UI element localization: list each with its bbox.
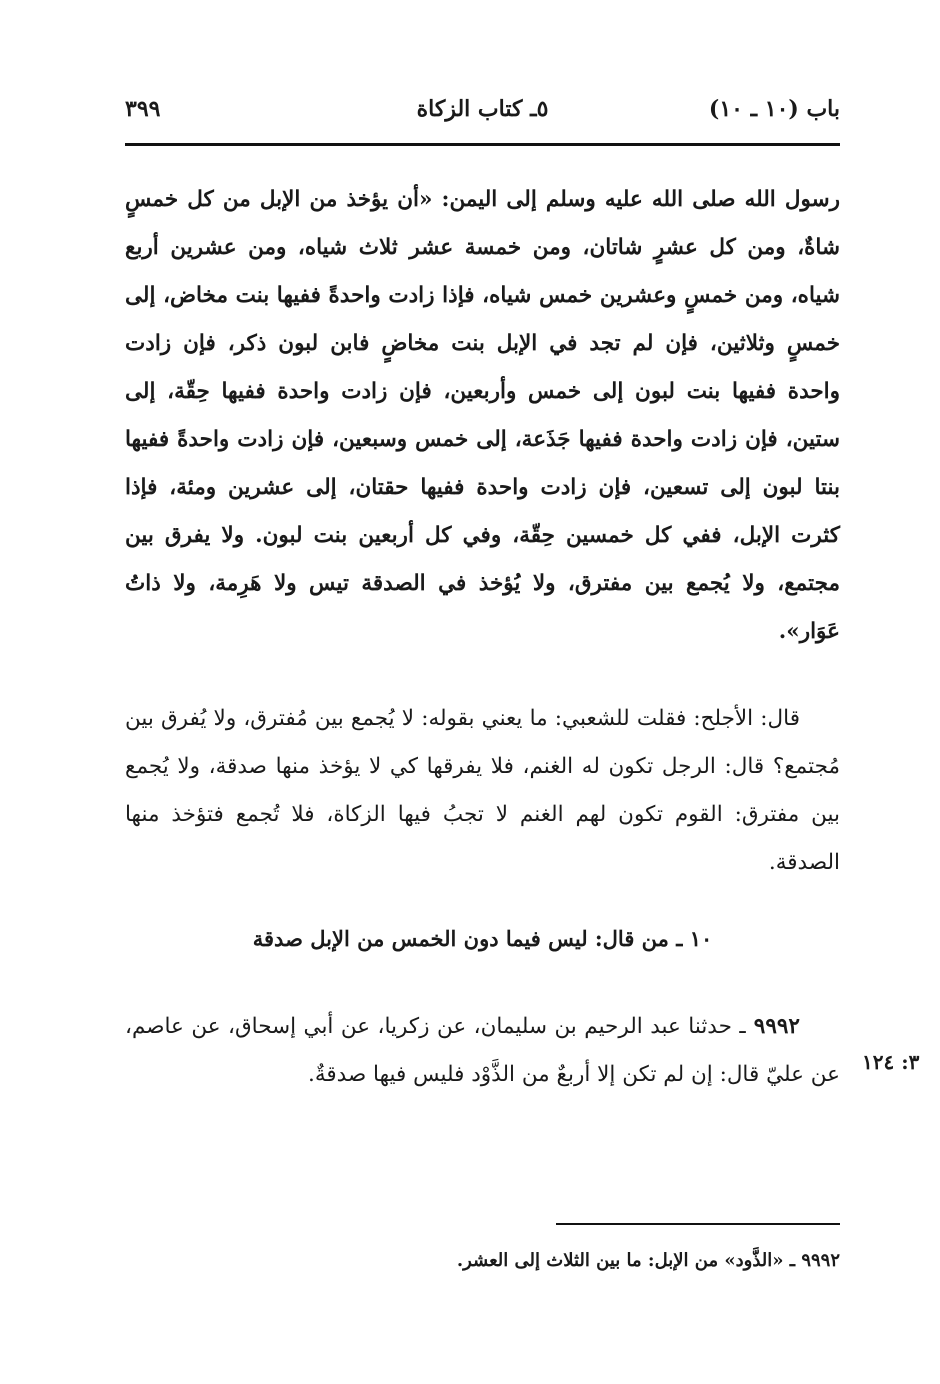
paragraph-commentary: قال: الأجلح: فقلت للشعبي: ما يعني بقوله: لا يُجمع بين مُفترق، ولا يُفرق بين مُجتمع؟ قال: الرجل تكون له الغنم، فلا يفرقها كي لا يؤخذ منها صدقة، ولا يُجمع بين مفترق: القوم تكون لهم الغنم لا تجبُ فيها الزكاة، فلا تُجمع فتؤخذ منها الصدقة. (125, 706, 840, 875)
page-header (125, 96, 840, 136)
hadith-entry (125, 1003, 840, 1099)
section-heading: ١٠ ـ من قال: ليس فيما دون الخمس من الإبل صدقة (252, 926, 713, 951)
hadith-text: ـ حدثنا عبد الرحيم بن سليمان، عن زكريا، عن أبي إسحاق، عن عاصم، عن عليّ قال: إن لم تكن إلا أربعٌ من الذَّوْد فليس فيها صدقةٌ. (125, 1014, 840, 1087)
footnote (457, 1250, 840, 1271)
footnote-number: ٩٩٩٢ (801, 1250, 840, 1271)
paragraph-hadith-continuation: رسول الله صلى الله عليه وسلم إلى اليمن: «أن يؤخذ من الإبل من كل خمسٍ شاةٌ، ومن كل عشرٍ شاتان، ومن خمسة عشر ثلاث شياه، ومن عشرين أربع شياه، ومن خمسٍ وعشرين خمس شياه، فإذا زادت واحدةً ففيها بنت مخاض، إلى خمسٍ وثلاثين، فإن لم تجد في الإبل بنت مخاضٍ فابن لبون ذكر، فإن زادت واحدة ففيها بنت لبون إلى خمس وأربعين، فإن زادت واحدة ففيها حِقّة، إلى ستين، فإن زادت واحدة ففيها جَذَعة، إلى خمس وسبعين، فإن زادت واحدةً ففيها بنتا لبون إلى تسعين، فإن زادت واحدة ففيها حقتان، إلى عشرين ومئة، فإذا كثرت الإبل، ففي كل خمسين حِقّة، وفي كل أربعين بنت لبون. ولا يفرق بين مجتمع، ولا يُجمع بين مفترق، ولا يُؤخذ في الصدقة تيس ولا هَرِمة، ولا ذاتُ عَوَار». (125, 187, 840, 644)
header-divider (125, 143, 840, 146)
page-number: ٣٩٩ (125, 96, 161, 122)
margin-reference: ٣: ١٢٤ (862, 1050, 920, 1074)
footnote-text: ـ «الذَّود» من الإبل: ما بين الثلاث إلى العشر. (456, 1250, 796, 1271)
book-title: ٥ـ كتاب الزكاة (416, 96, 549, 122)
chapter-reference: باب (١٠ ـ ١٠) (708, 96, 840, 122)
hadith-number: ٩٩٩٢ (753, 1014, 800, 1039)
footnote-divider (556, 1223, 840, 1225)
